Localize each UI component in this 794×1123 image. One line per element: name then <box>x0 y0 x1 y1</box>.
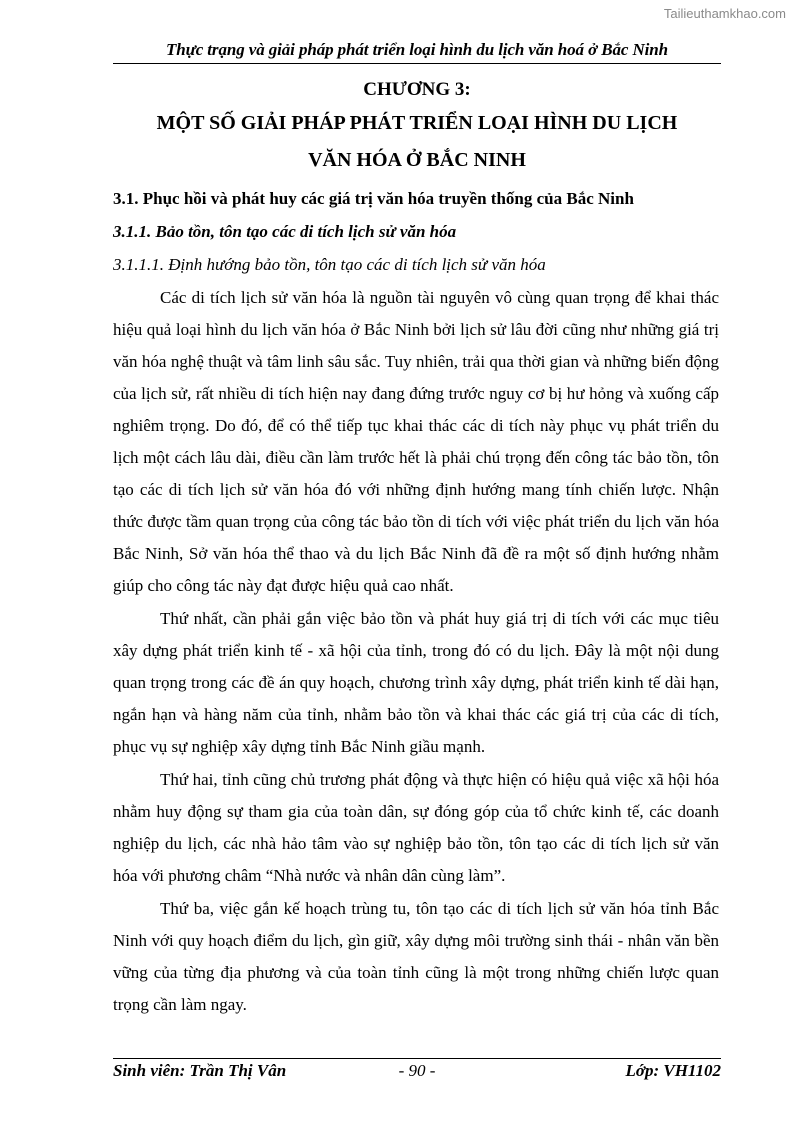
subsection-heading: 3.1.1. Bảo tồn, tôn tạo các di tích lịch sử văn hóa <box>113 222 457 241</box>
running-header: Thực trạng và giải pháp phát triển loại hình du lịch văn hoá ở Bắc Ninh <box>165 40 668 59</box>
watermark-text: Tailieuthamkhao.com <box>663 6 786 21</box>
paragraph-first: Thứ nhất, cần phải gắn việc bảo tồn và phát huy giá trị di tích với các mục tiêu xây dựng phát triển kinh tế - xã hội của tỉnh, trong đó có du lịch. Đây là một nội dung quan trọng trong các đề án quy hoạch, chương trình xây dựng, phát triển kinh tế dài hạn, ngắn hạn và hàng năm của tỉnh, nhằm bảo tồn và khai thác các giá trị của các di tích, phục vụ sự nghiệp xây dựng tỉnh Bắc Ninh giầu mạnh. <box>113 609 719 756</box>
paragraph-second: Thứ hai, tỉnh cũng chủ trương phát động và thực hiện có hiệu quả việc xã hội hóa nhằm huy động sự tham gia của toàn dân, sự đóng góp của tổ chức kinh tế, các doanh nghiệp du lịch, các nhà hảo tâm vào sự nghiệp bảo tồn, tôn tạo các di tích lịch sử văn hóa với phương châm “Nhà nước và nhân dân cùng làm”. <box>113 770 719 885</box>
chapter-label: CHƯƠNG 3: <box>363 79 471 100</box>
chapter-title-line-2: VĂN HÓA Ở BẮC NINH <box>308 149 526 171</box>
section-heading: 3.1. Phục hồi và phát huy các giá trị văn hóa truyền thống của Bắc Ninh <box>113 189 634 208</box>
footer-divider <box>113 1058 721 1059</box>
subsubsection-heading: 3.1.1.1. Định hướng bảo tồn, tôn tạo các di tích lịch sử văn hóa <box>113 255 546 274</box>
footer-class: Lớp: VH1102 <box>625 1061 721 1080</box>
page-body <box>113 182 719 1021</box>
footer-page-number: - 90 - <box>398 1061 436 1080</box>
paragraph-third: Thứ ba, việc gắn kế hoạch trùng tu, tôn tạo các di tích lịch sử văn hóa tỉnh Bắc Ninh với quy hoạch điểm du lịch, gìn giữ, xây dựng môi trường sinh thái - nhân văn bền vững của từng địa phương và của toàn tỉnh cũng là một trong những chiến lược quan trọng cần làm ngay. <box>113 899 719 1014</box>
paragraph-intro: Các di tích lịch sử văn hóa là nguồn tài nguyên vô cùng quan trọng để khai thác hiệu quả loại hình du lịch văn hóa ở Bắc Ninh bởi lịch sử lâu đời cũng như những giá trị văn hóa nghệ thuật và tâm linh sâu sắc. Tuy nhiên, trải qua thời gian và những biến động của lịch sử, rất nhiều di tích hiện nay đang đứng trước nguy cơ bị hư hỏng và xuống cấp nghiêm trọng. Do đó, để có thể tiếp tục khai thác các di tích này phục vụ phát triển du lịch một cách lâu dài, điều cần làm trước hết là phải chú trọng đến công tác bảo tồn, tôn tạo các di tích lịch sử văn hóa đó với những định hướng mang tính chiến lược. Nhận thức được tầm quan trọng của công tác bảo tồn di tích với việc phát triển du lịch văn hóa Bắc Ninh, Sở văn hóa thể thao và du lịch Bắc Ninh đã đề ra một số định hướng nhằm giúp cho công tác này đạt được hiệu quả cao nhất. <box>113 288 719 595</box>
chapter-title-line-1: MỘT SỐ GIẢI PHÁP PHÁT TRIỂN LOẠI HÌNH DU LỊCH <box>156 112 678 134</box>
header-divider <box>113 63 721 64</box>
footer-student: Sinh viên: Trần Thị Vân <box>113 1061 287 1080</box>
page-footer <box>113 1060 721 1082</box>
chapter-heading <box>113 75 721 179</box>
